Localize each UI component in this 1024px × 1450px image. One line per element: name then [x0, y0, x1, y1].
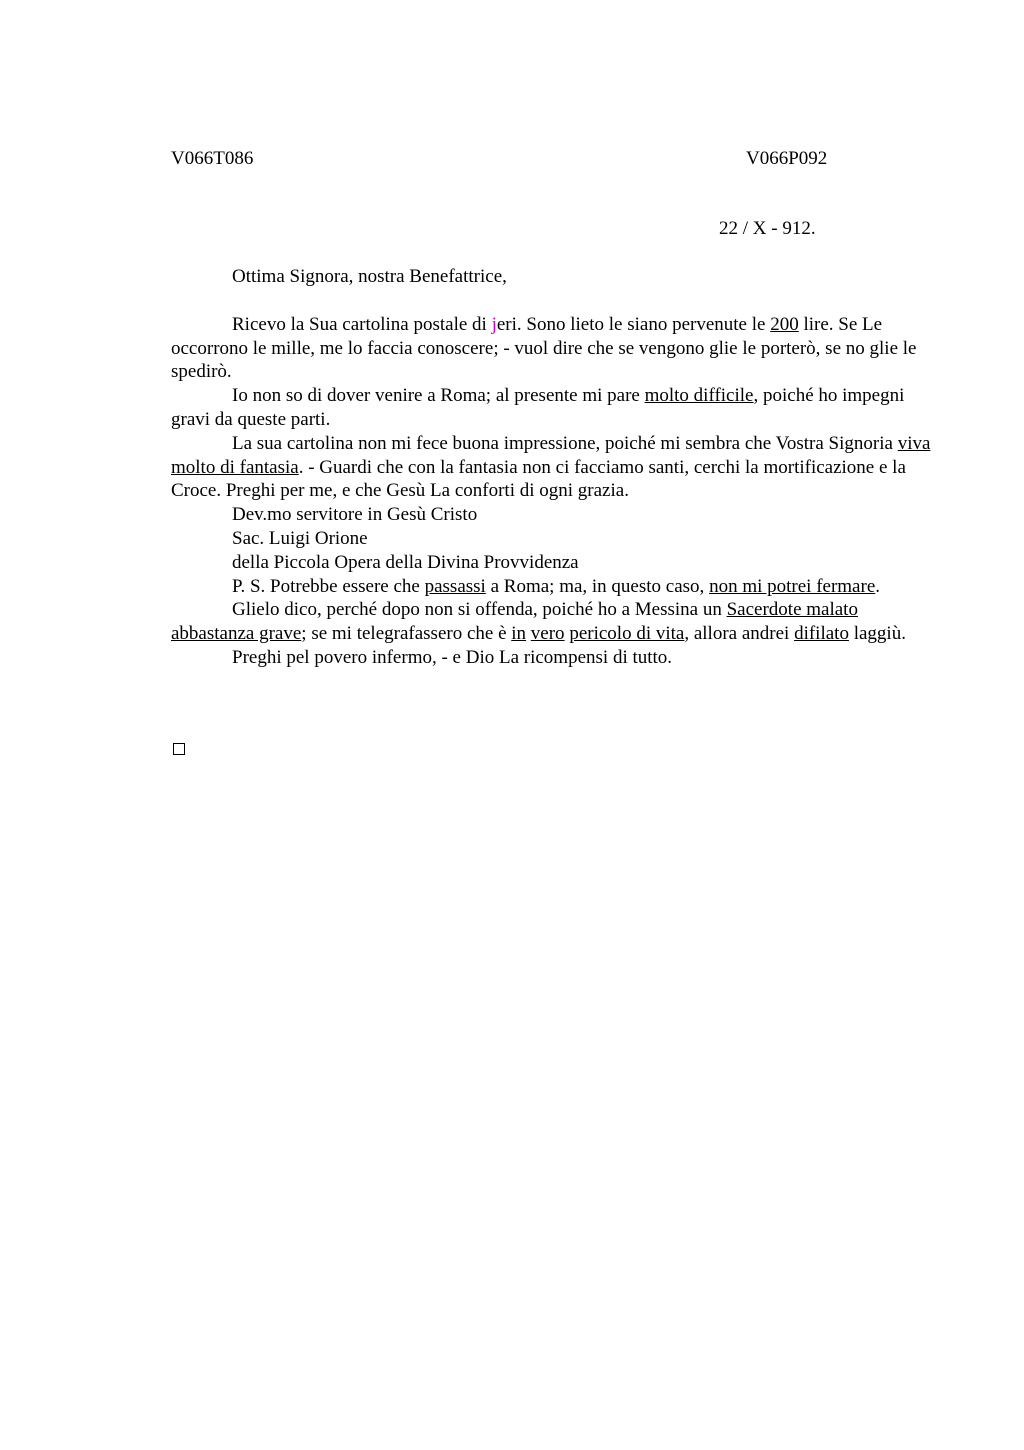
checkbox-icon	[173, 743, 185, 755]
text-run: laggiù.	[848, 623, 906, 645]
letter-date: 22 / X - 912.	[719, 218, 816, 239]
text-run: La sua cartolina non mi fece buona impressione, poiché mi sembra che Vostra Signoria	[232, 432, 898, 454]
underlined-text: 200	[770, 313, 799, 335]
underlined-text: pericolo di vita	[569, 623, 685, 645]
postscript-3: Preghi pel povero infermo, - e Dio La ricompensi di tutto.	[232, 646, 673, 668]
text-run: eri. Sono lieto le siano pervenute le	[496, 313, 771, 335]
text-run: a Roma; ma, in questo caso,	[485, 575, 710, 597]
underlined-text: in	[511, 623, 527, 645]
text-run: Ricevo la Sua cartolina postale di	[232, 313, 492, 335]
paragraph-rome	[171, 384, 931, 432]
highlighted-letter: j	[491, 313, 497, 335]
text-run: Io non so di dover venire a Roma; al presente mi pare	[232, 385, 645, 407]
underlined-text: viva molto di fantasia	[171, 432, 931, 478]
underlined-text: Sacerdote malato abbastanza grave	[171, 599, 858, 645]
salutation: Ottima Signora, nostra Benefattrice,	[232, 266, 507, 287]
text-run: , poiché ho impegni gravi da queste parti.	[171, 385, 905, 430]
closing-line: Dev.mo servitore in Gesù Cristo	[232, 504, 478, 526]
underlined-text: non mi potrei fermare	[709, 575, 876, 597]
text-run: ; se mi telegrafassero che è	[301, 623, 512, 645]
underlined-text: difilato	[794, 623, 849, 645]
paragraph-receipt	[171, 313, 931, 384]
text-run: Glielo dico, perché dopo non si offenda, poiché ho a Messina un	[232, 599, 727, 621]
text-run: lire. Se Le occorrono le mille, me lo faccia conoscere; - vuol dire che se vengono glie le porterò, se no glie le spedirò.	[171, 313, 917, 383]
signature: Sac. Luigi Orione	[232, 527, 368, 549]
letter-body	[171, 265, 931, 670]
text-run: .	[875, 575, 880, 597]
text-run: P. S. Potrebbe essere che	[232, 575, 425, 597]
text-run: . - Guardi che con la fantasia non ci facciamo santi, cerchi la mortificazione e la Croce. Preghi per me, e che Gesù La conforti di ogni grazia.	[171, 456, 906, 502]
paragraph-impression	[171, 432, 931, 503]
document-code-left: V066T086	[171, 148, 254, 169]
document-code-right: V066P092	[746, 148, 828, 169]
text-run: , allora andrei	[684, 623, 795, 645]
underlined-text: vero	[530, 623, 565, 645]
organization-line: della Piccola Opera della Divina Provvidenza	[232, 551, 579, 573]
postscript-1	[171, 575, 931, 599]
underlined-text: passassi	[424, 575, 486, 597]
postscript-2	[171, 598, 931, 646]
underlined-text: molto difficile	[644, 385, 754, 407]
